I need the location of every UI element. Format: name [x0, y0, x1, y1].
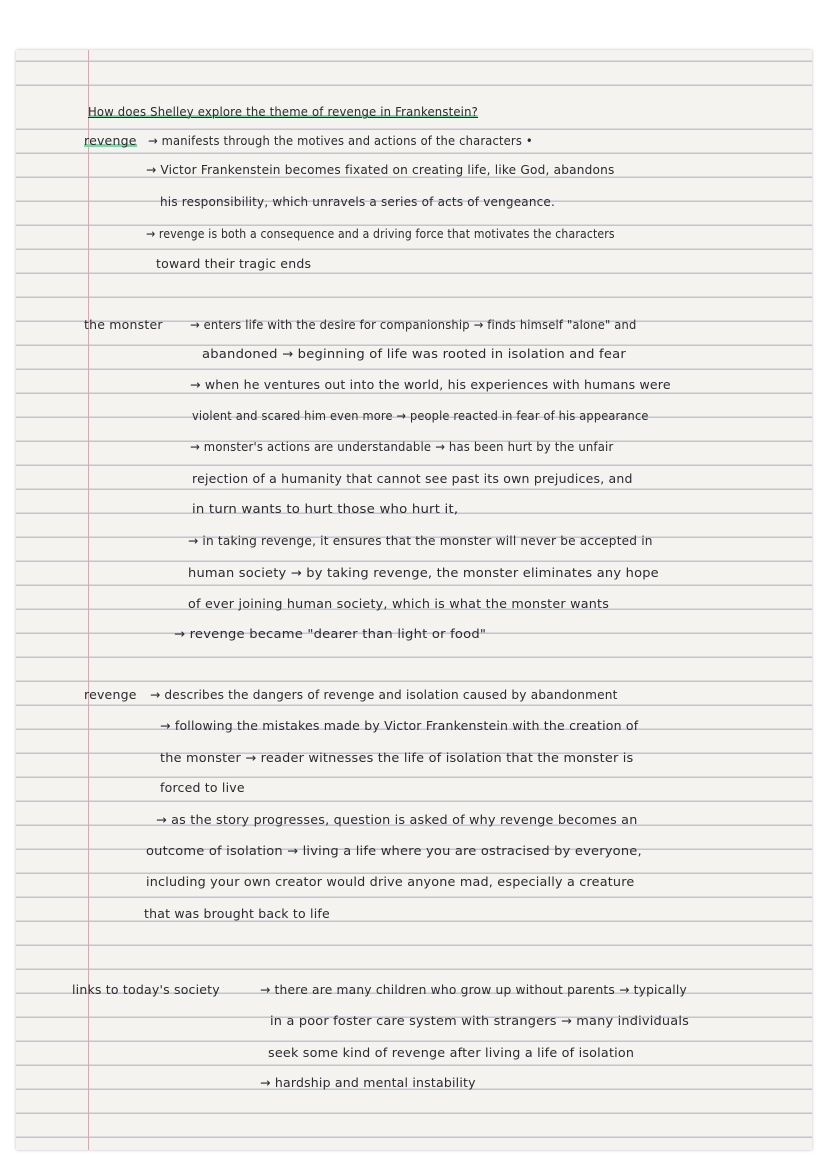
note-line: of ever joining human society, which is what the monster wants	[188, 596, 610, 611]
note-line: in a poor foster care system with strangers → many individuals	[270, 1013, 690, 1028]
note-line: → in taking revenge, it ensures that the monster will never be accepted in	[188, 533, 653, 548]
note-line: → manifests through the motives and actions of the characters •	[148, 133, 533, 148]
note-line: human society → by taking revenge, the monster eliminates any hope	[188, 565, 659, 580]
note-line: → as the story progresses, question is asked of why revenge becomes an	[156, 812, 638, 827]
note-line: that was brought back to life	[144, 906, 330, 921]
page-title: How does Shelley explore the theme of revenge in Frankenstein?	[88, 104, 479, 119]
note-line: → describes the dangers of revenge and isolation caused by abandonment	[150, 687, 618, 702]
note-line: his responsibility, which unravels a series of acts of vengeance.	[160, 194, 556, 209]
section-label-revenge-2: revenge	[84, 687, 137, 702]
note-line: → when he ventures out into the world, his experiences with humans were	[190, 377, 671, 392]
note-line: abandoned → beginning of life was rooted in isolation and fear	[202, 346, 627, 361]
note-line: rejection of a humanity that cannot see past its own prejudices, and	[192, 471, 633, 486]
note-line: seek some kind of revenge after living a life of isolation	[268, 1045, 635, 1060]
notebook-page	[16, 50, 812, 1150]
note-line: toward their tragic ends	[156, 256, 312, 271]
note-line: forced to live	[160, 780, 245, 795]
note-line: → revenge is both a consequence and a driving force that motivates the characters	[146, 226, 615, 241]
quote-line: → revenge became "dearer than light or food"	[174, 626, 487, 641]
note-line: → following the mistakes made by Victor Frankenstein with the creation of	[160, 718, 639, 733]
note-line: → hardship and mental instability	[260, 1075, 476, 1090]
note-line: → there are many children who grow up without parents → typically	[260, 982, 687, 997]
note-line: including your own creator would drive anyone mad, especially a creature	[146, 874, 635, 889]
section-label-links: links to today's society	[72, 982, 220, 997]
note-line: violent and scared him even more → people reacted in fear of his appearance	[192, 408, 649, 423]
note-line: → enters life with the desire for companionship → finds himself "alone" and	[190, 317, 637, 332]
note-line: → monster's actions are understandable → has been hurt by the unfair	[190, 439, 614, 454]
section-label-revenge: revenge	[84, 133, 137, 148]
note-line: outcome of isolation → living a life where you are ostracised by everyone,	[146, 843, 642, 858]
note-line: → Victor Frankenstein becomes fixated on creating life, like God, abandons	[146, 162, 615, 177]
note-line: the monster → reader witnesses the life of isolation that the monster is	[160, 750, 634, 765]
section-label-monster: the monster	[84, 317, 163, 332]
note-line: in turn wants to hurt those who hurt it,	[192, 501, 459, 516]
